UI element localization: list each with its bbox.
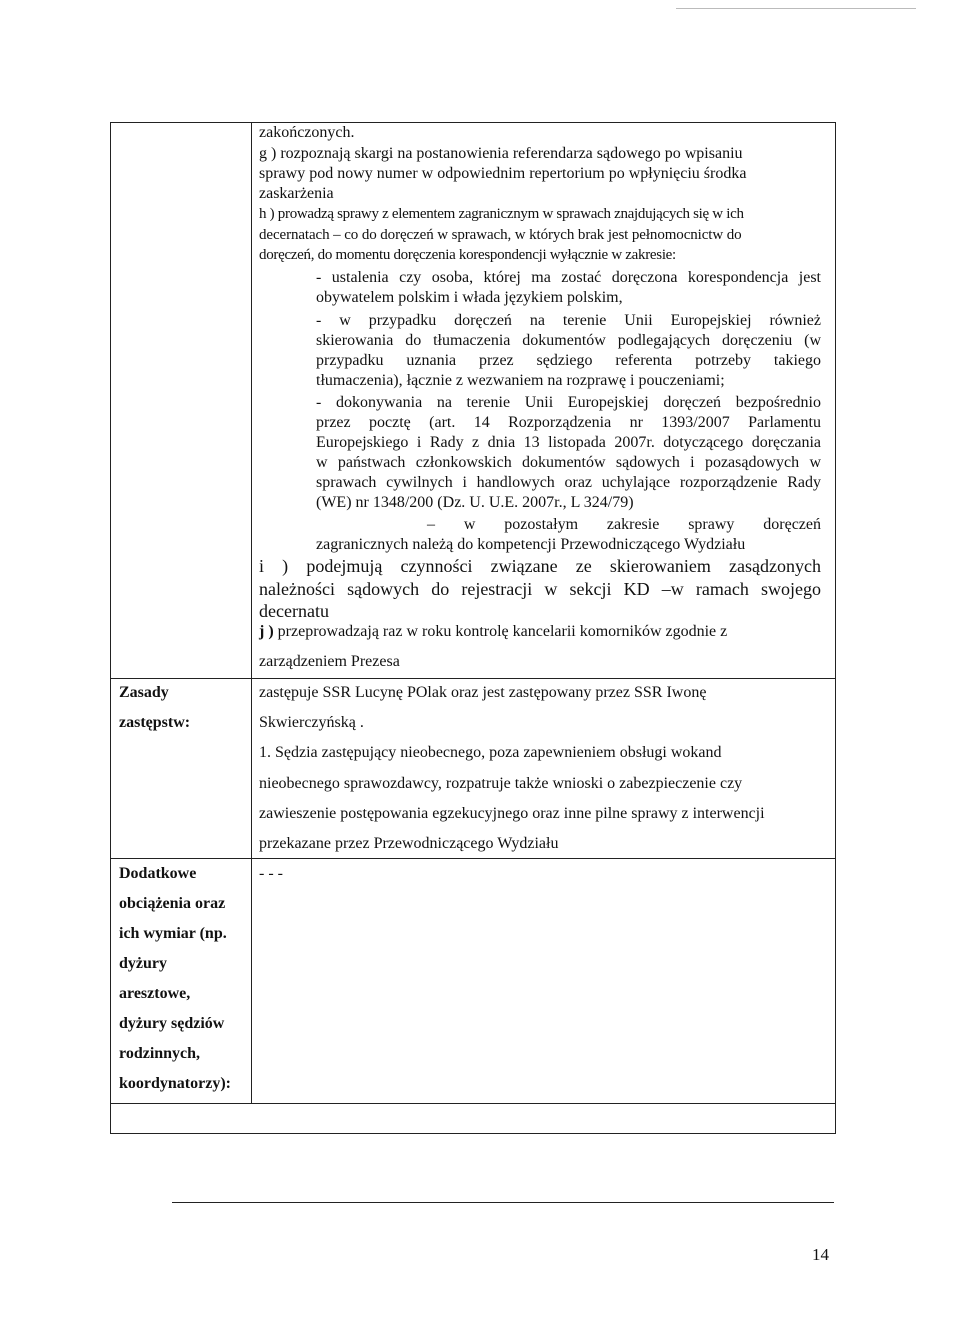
text-line: nieobecnego sprawozdawcy, rozpatruje także wnioski o zabezpieczenie czy [259, 775, 743, 792]
label-line: Zasady [119, 684, 169, 701]
text-span: przeprowadzają raz w roku kontrolę kancelarii komorników zgodnie z [277, 623, 728, 640]
text-line: (WE) nr 1348/200 (Dz. U. U.E. 2007r., L 324/79) [316, 494, 634, 511]
text-line: zagranicznych należą do kompetencji Przewodniczącego Wydziału [316, 536, 746, 553]
footer-rule [172, 1202, 834, 1203]
text-line: zawieszenie postępowania egzekucyjnego oraz inne pilne sprawy z interwencji [259, 805, 765, 822]
text-line: decernatu [259, 601, 329, 621]
text-line: - dokonywania na terenie Unii Europejskiej doręczeń bezpośrednio [316, 394, 821, 411]
label-line: ich wymiar (np. [119, 925, 227, 942]
label-line: koordynatorzy): [119, 1075, 231, 1092]
row-divider-zasady [111, 678, 835, 679]
text-line: - ustalenia czy osoba, której ma zostać doręczona korespondencja jest [316, 269, 821, 286]
scan-edge-line [676, 8, 916, 9]
row-divider-bottom [111, 1103, 835, 1104]
label-line: obciążenia oraz [119, 895, 226, 912]
document-table [110, 122, 836, 1134]
label-zasady [119, 678, 190, 738]
text-line: - w przypadku doręczeń na terenie Unii Europejskiej również [316, 312, 821, 329]
text-line [259, 622, 727, 642]
label-line: aresztowe, [119, 985, 191, 1002]
label-line: dyżury [119, 955, 167, 972]
text-line: skierowania do tłumaczenia dokumentów podlegających doręczeniu (w [316, 332, 821, 349]
column-divider [251, 123, 252, 1103]
text-line: Europejskiego i Rady z dnia 13 listopada 2007r. dotyczącego doręczania [316, 434, 821, 451]
text-line: – w pozostałym zakresie sprawy doręczeń [427, 516, 821, 533]
page-number: 14 [812, 1245, 829, 1264]
text-line: Skwierczyńską . [259, 714, 364, 731]
text-line: decernatach – co do doręczeń w sprawach, w których brak jest pełnomocnictw do [259, 227, 742, 243]
label-line: rodzinnych, [119, 1045, 201, 1062]
text-line: przez pocztę (art. 14 Rozporządzenia nr 1393/2007 Parlamentu [316, 414, 821, 431]
list-marker: j ) [259, 623, 274, 640]
text-line: i ) podejmują czynności związane ze skierowaniem zasądzonych [259, 556, 821, 576]
label-line: zastępstw: [119, 714, 191, 731]
text-line: zastępuje SSR Lucynę POlak oraz jest zastępowany przez SSR Iwonę [259, 684, 707, 701]
text-line: przypadku uznania przez sędziego referenta potrzeby takiego [316, 352, 821, 369]
text-line: przekazane przez Przewodniczącego Wydziału [259, 835, 559, 852]
text-line: - - - [259, 865, 283, 882]
text-line: sprawach cywilnych i handlowych oraz uchylające rozporządzenie Rady [316, 474, 821, 491]
text-line: obywatelem polskim i włada językiem polskim, [316, 289, 623, 306]
text-line: zaskarżenia [259, 185, 334, 202]
label-dodatkowe [119, 859, 231, 1099]
label-line: dyżury sędziów [119, 1015, 225, 1032]
text-line: doręczeń, do momentu doręczenia korespondencji wyłącznie w zakresie: [259, 247, 676, 263]
text-line: należności sądowych do rejestracji w sekcji KD –w ramach swojego [259, 579, 821, 599]
text-line: g ) rozpoznają skargi na postanowienia referendarza sądowego po wpisaniu [259, 145, 743, 162]
text-line: sprawy pod nowy numer w odpowiednim repertorium po wpłynięciu środka [259, 165, 747, 182]
text-line: h ) prowadzą sprawy z elementem zagranicznym w sprawach znajdujących się w ich [259, 206, 744, 222]
text-line: 1. Sędzia zastępujący nieobecnego, poza zapewnieniem obsługi wokand [259, 744, 722, 761]
text-line: tłumaczenia), łącznie z wezwaniem na rozprawę i pouczeniami; [316, 372, 725, 389]
text-line: zakończonych. [259, 124, 355, 141]
label-line: Dodatkowe [119, 865, 197, 882]
text-line: zarządzeniem Prezesa [259, 653, 400, 670]
text-line: w państwach członkowskich dokumentów sądowych i pozasądowych w [316, 454, 821, 471]
